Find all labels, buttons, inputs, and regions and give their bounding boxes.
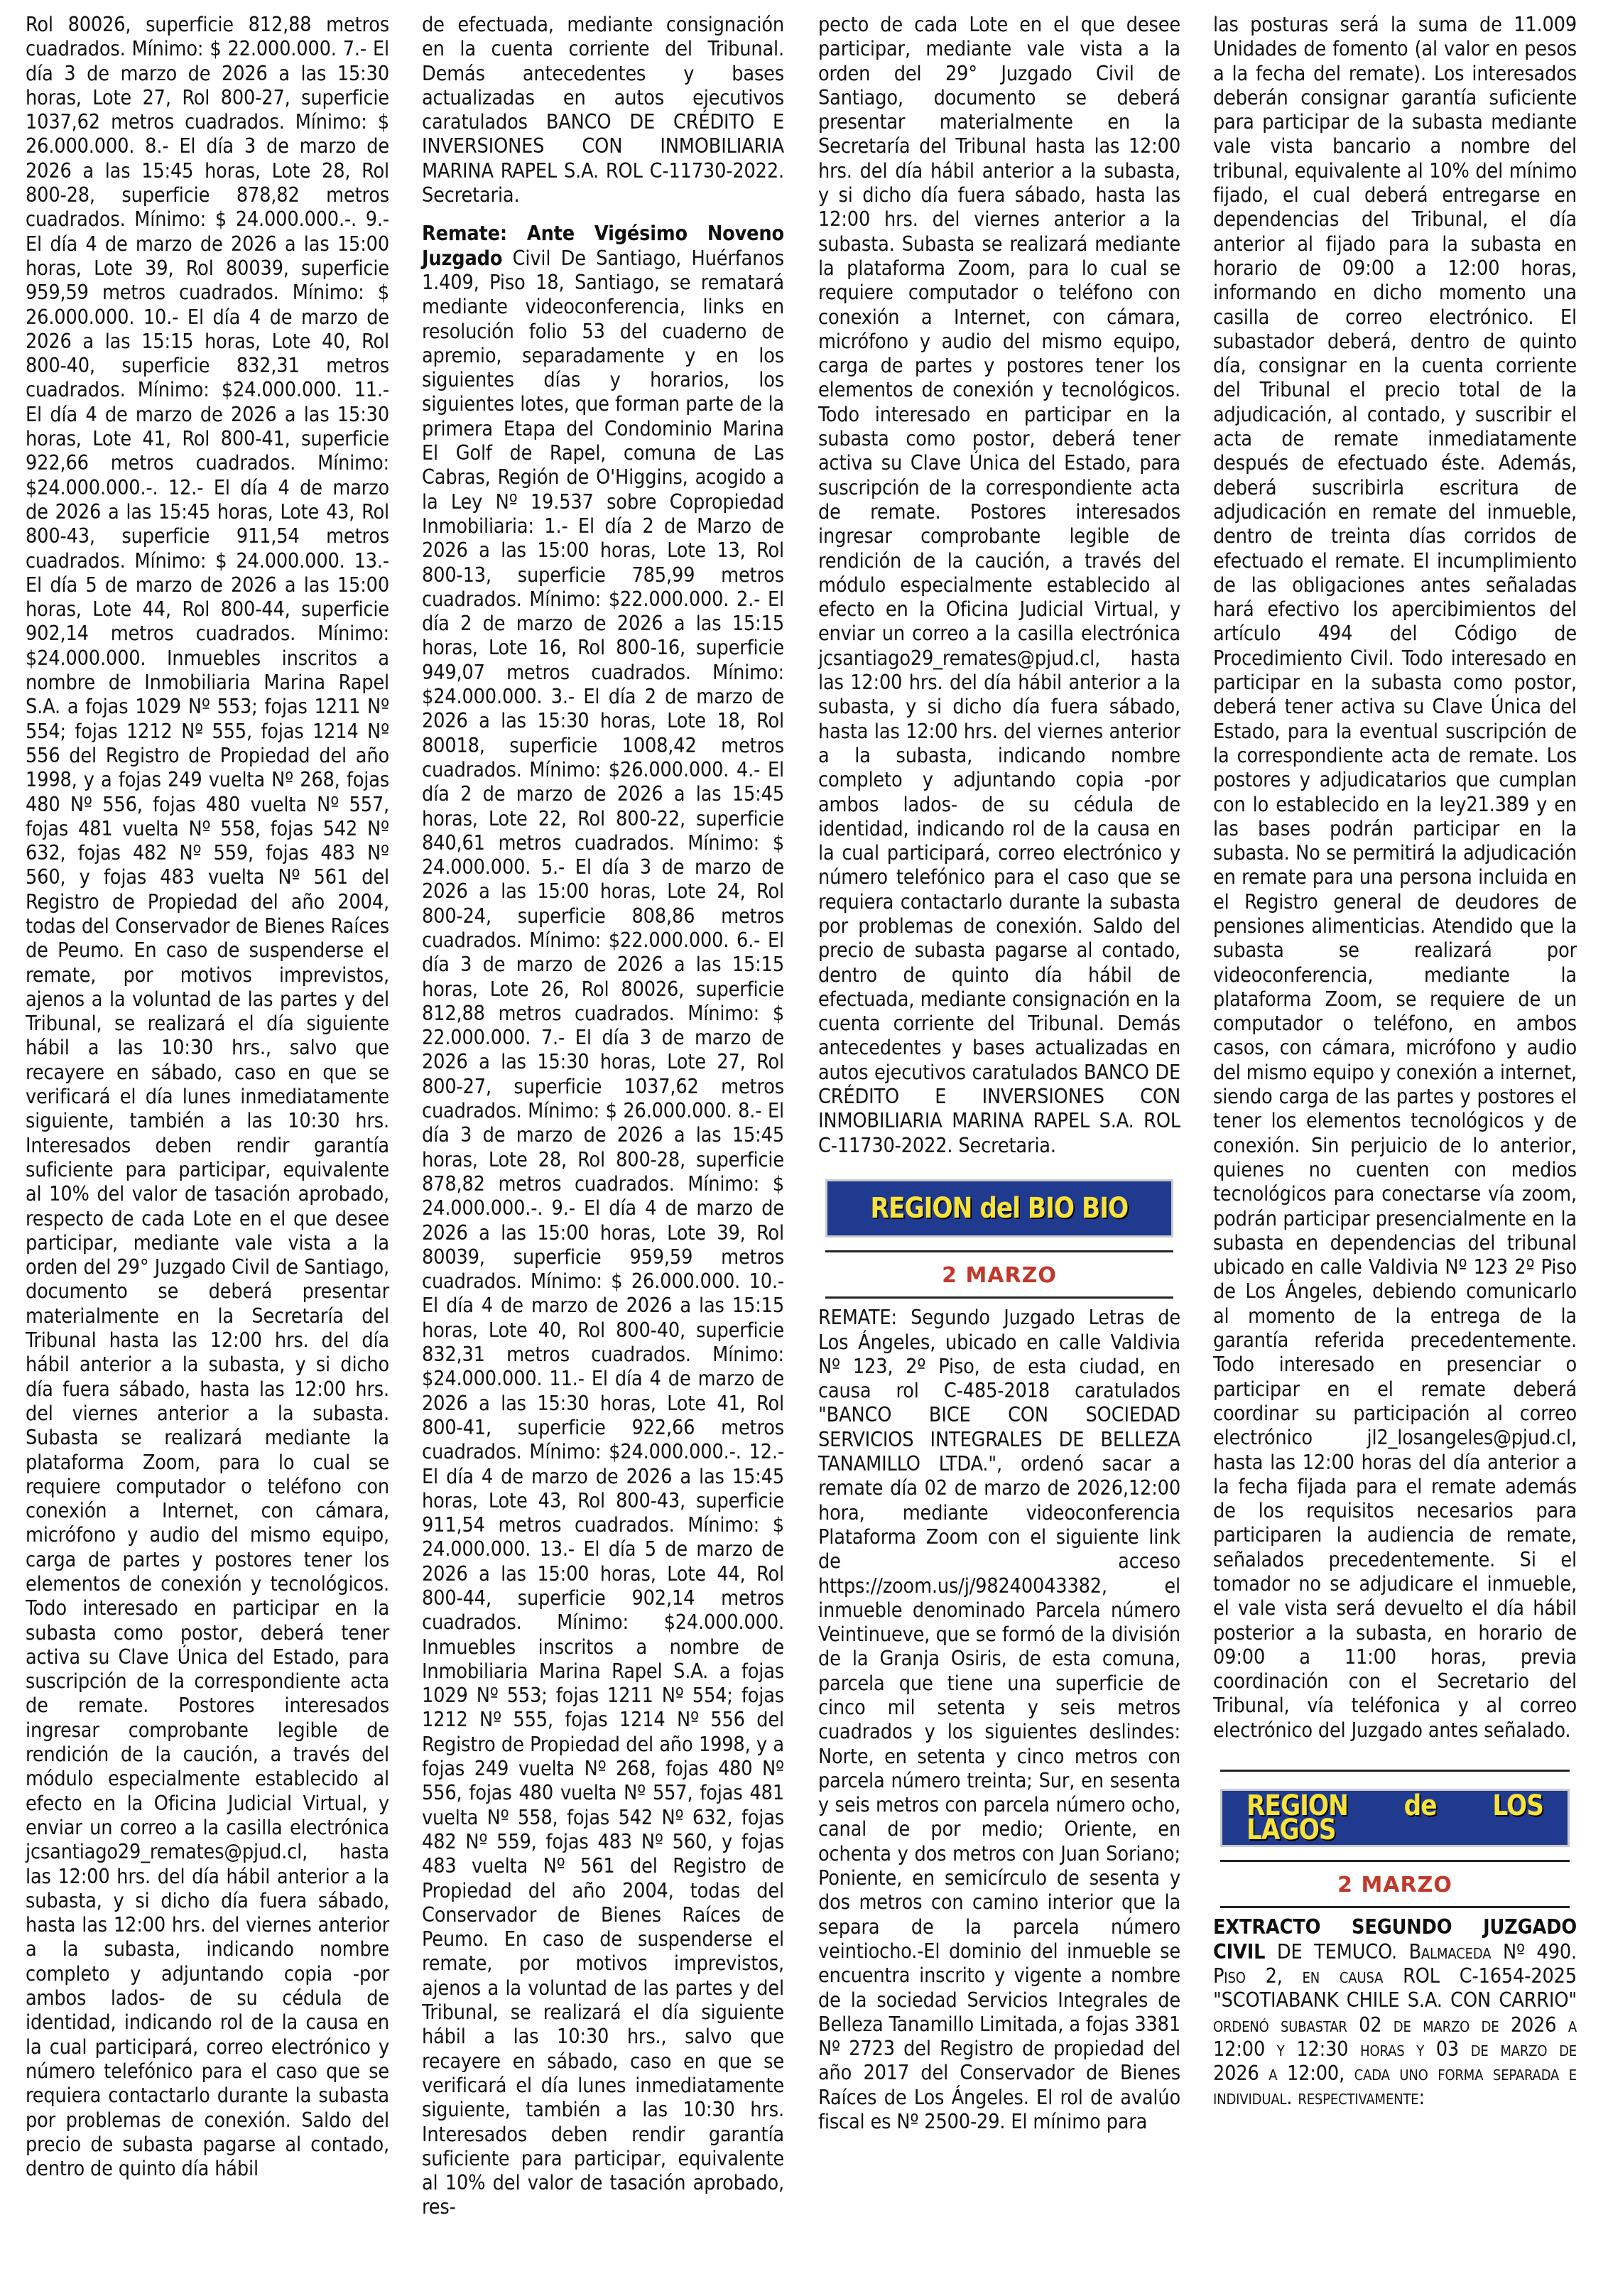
column-2 bbox=[422, 13, 784, 2220]
notice-heading: EXTRACTO SEGUNDO JUZGADO CIVIL bbox=[1213, 1915, 1577, 1964]
auction-notice-tail: de efectuada, mediante consignación en la cuenta corriente del Tribunal. Demás antecedentes y bases actualizadas en autos ejecutivos caratulados BANCO DE CRÉDITO E INVERSIONES CON INMOBILIARIA MARINA RAPEL S.A. ROL C-11730-2022. Secretaria. bbox=[422, 13, 784, 207]
auction-notice-continued: Rol 80026, superficie 812,88 metros cuadrados. Mínimo: $ 22.000.000. 7.- El día 3 de marzo de 2026 a las 15:30 horas, Lote 27, Rol 800-27, superficie 1037,62 metros cuadrados. Mínimo: $ 26.000.000. 8.- El día 3 de marzo de 2026 a las 15:45 horas, Lote 28, Rol 800-28, superficie 878,82 metros cuadrados. Mínimo: $ 24.000.000.-. 9.- El día 4 de marzo de 2026 a las 15:00 horas, Lote 39, Rol 80039, superficie 959,59 metros cuadrados. Mínimo: $ 26.000.000. 10.- El día 4 de marzo de 2026 a las 15:15 horas, Lote 40, Rol 800-40, superficie 832,31 metros cuadrados. Mínimo: $24.000.000. 11.- El día 4 de marzo de 2026 a las 15:30 horas, Lote 41, Rol 800-41, superficie 922,66 metros cuadrados. Mínimo: $24.000.000.-. 12.- El día 4 de marzo de 2026 a las 15:45 horas, Lote 43, Rol 800-43, superficie 911,54 metros cuadrados. Mínimo: $ 24.000.000. 13.- El día 5 de marzo de 2026 a las 15:00 horas, Lote 44, Rol 800-44, superficie 902,14 metros cuadrados. Mínimo: $24.000.000. Inmuebles inscritos a nombre de Inmobiliaria Marina Rapel S.A. a fojas 1029 Nº 553; fojas 1211 Nº 554; fojas 1212 Nº 555, fojas 1214 Nº 556 del Registro de Propiedad del año 1998, y a fojas 249 vuelta Nº 268, fojas 480 Nº 556, fojas 480 vuelta Nº 557, fojas 481 vuelta Nº 558, fojas 542 Nº 632, fojas 482 Nº 559, fojas 483 Nº 560, y fojas 483 vuelta Nº 561 del Registro de Propiedad del año 2004, todas del Conservador de Bienes Raíces de Peumo. En caso de suspenderse el remate, por motivos imprevistos, ajenos a la voluntad de las partes y del Tribunal, se realizará el día siguiente hábil a las 10:30 hrs., salvo que recayere en sábado, caso en que se verificará el día lunes inmediatamente siguiente, también a las 10:30 hrs. Interesados deben rendir garantía suficiente para participar, equivalente al 10% del valor de tasación aprobado, respecto de cada Lote en el que desee participar, mediante vale vista a la orden del 29° Juzgado Civil de Santiago, documento se deberá presentar materialmente en la Secretaría del Tribunal hasta las 12:00 hrs. del día hábil anterior a la subasta, y si dicho día fuera sábado, hasta las 12:00 hrs. del viernes anterior a la subasta. Subasta se realizará mediante la plataforma Zoom, para lo cual se requiere computador o teléfono con conexión a Internet, con cámara, micrófono y audio del mismo equipo, carga de partes y postores tener los elementos de conexión y tecnológicos. Todo interesado en participar en la subasta como postor, deberá tener activa su Clave Única del Estado, para suscripción de la correspondiente acta de remate. Postores interesados ingresar comprobante legible de rendición de la caución, a través del módulo especialmente establecido al efecto en la Oficina Judicial Virtual, y enviar un correo a la casilla electrónica jcsantiago29_remates@pjud.cl, hasta las 12:00 hrs. del día hábil anterior a la subasta, y si dicho día fuera sábado, hasta las 12:00 hrs. del viernes anterior a la subasta, indicando nombre completo y adjuntando copia -por ambos lados- de su cédula de identidad, indicando rol de la causa en la cual participará, correo electrónico y número telefónico para el caso que se requiera contactarlo durante la subasta por problemas de conexión. Saldo del precio de subasta pagarse al contado, dentro de quinto día hábil bbox=[26, 13, 389, 2181]
auction-notice-continued: las posturas será la suma de 11.009 Unidades de fomento (al valor en pesos a la fecha del remate). Los interesados deberán consignar garantía suficiente para participar de la subasta mediante vale vista bancario a nombre del tribunal, equivalente al 10% del mínimo fijado, el cual deberá entregarse en dependencias del Tribunal, el día anterior al fijado para la subasta en horario de 09:00 a 12:00 horas, informando en dicho momento una casilla de correo electrónico. El subastador deberá, dentro de quinto día, consignar en la cuenta corriente del Tribunal el precio total de la adjudicación, al contado, y suscribir el acta de remate inmediatamente después de efectuado éste. Además, deberá suscribirla escritura de adjudicación en remate del inmueble, dentro de treinta días corridos de efectuado el remate. El incumplimiento de las obligaciones antes señaladas hará efectivo los apercibimientos del artículo 494 del Código de Procedimiento Civil. Todo interesado en participar en la subasta como postor, deberá tener activa su Clave Única del Estado, para la eventual suscripción de la correspondiente acta de remate. Los postores y adjudicatarios que cumplan con lo establecido en la Iey21.389 y en las bases podrán participar en la subasta. No se permitirá la adjudicación en remate para una persona incluida en el Registro general de deudores de pensiones alimenticias. Atendido que la subasta se realizará por videoconferencia, mediante la plataforma Zoom, se requiere de un computador o teléfono, en ambos casos, con cámara, micrófono y audio del mismo equipo y conexión a internet, siendo carga de las partes y postores el tener los elementos tecnológicos y de conexión. Sin perjuicio de lo anterior, quienes no cuenten con medios tecnológicos para conectarse vía zoom, podrán participar presencialmente en la subasta en dependencias del tribunal ubicado en calle Valdivia Nº 123 2º Piso de Los Ángeles, debiendo comunicarlo al momento de la entrega de la garantía referida precedentemente. Todo interesado en presenciar o participar en el remate deberá coordinar su participación al correo electrónico jl2_losangeles@pjud.cl, hasta las 12:00 horas del día anterior a la fecha fijada para el remate además de los requisitos necesarios para participaren la audiencia de remate, señalados precedentemente. Si el tomador no se adjudicare el inmueble, el vale vista será devuelto el día hábil posterior a la subasta, en horario de 09:00 a 11:00 horas, previa coordinación con el Secretario del Tribunal, vía teléfonica y al correo electrónico del Juzgado antes señalado. bbox=[1213, 13, 1577, 1742]
region-banner bbox=[1220, 1789, 1570, 1847]
column-4 bbox=[1213, 13, 1577, 2111]
region-header-los-lagos bbox=[1213, 1789, 1577, 1908]
region-title: REGION de LOS LAGOS bbox=[1246, 1789, 1543, 1847]
auction-notice: REMATE: Segundo Juzgado Letras de Los Ángeles, ubicado en calle Valdivia Nº 123, 2º Piso, de esta ciudad, en causa rol C-485-2018 caratulados "BANCO BICE CON SOCIEDAD SERVICIOS INTEGRALES DE BELLEZA TANAMILLO LTDA.", ordenó sacar a remate día 02 de marzo de 2026,12:00 hora, mediante videoconferencia Plataforma Zoom con el siguiente link de acceso https://zoom.us/j/98240043382, el inmueble denominado Parcela número Veintinueve, que se formó de la división de la Granja Osiris, de esta comuna, parcela que tiene una superficie de cinco mil setenta y seis metros cuadrados y los siguientes deslindes: Norte, en setenta y cinco metros con parcela número treinta; Sur, en sesenta y seis metros con parcela número ocho, canal de por medio; Oriente, en ochenta y dos metros con Juan Soriano; Poniente, en semicírculo de sesenta y dos metros con camino interior que la separa de la parcela número veintiocho.-El dominio del inmueble se encuentra inscrito y vigente a nombre de la sociedad Servicios Integrales de Belleza Tanamillo Limitada, a fojas 3381 Nº 2723 del Registro de propiedad del año 2017 del Conservador de Bienes Raíces de Los Ángeles. El rol de avalúo fiscal es Nº 2500-29. El mínimo para bbox=[818, 1306, 1180, 2134]
region-banner bbox=[825, 1179, 1173, 1238]
auction-notice bbox=[1213, 1915, 1577, 2110]
divider bbox=[1220, 1770, 1570, 1772]
notice-body: DE TEMUCO. Balmaceda Nº 490. Piso 2, en causa ROL C-1654-2025 "SCOTIABANK CHILE S.A. CON CARRIO" ordenó subastar 02 de marzo de 2026 a 12:00 y 12:30 horas y 03 de marzo de 2026 a 12:00, cada uno forma separada e individual. respectivamente: bbox=[1213, 1939, 1577, 2110]
section-date: 2 MARZO bbox=[1337, 1873, 1452, 1898]
auction-notice bbox=[422, 222, 784, 2219]
divider bbox=[825, 1296, 1173, 1299]
divider bbox=[1220, 1906, 1570, 1908]
column-1 bbox=[26, 13, 389, 2181]
divider bbox=[1220, 1860, 1570, 1862]
section-date: 2 MARZO bbox=[942, 1262, 1057, 1288]
region-header-bio-bio bbox=[818, 1179, 1180, 1299]
region-title: REGION del BIO BIO bbox=[870, 1191, 1129, 1225]
divider bbox=[825, 1250, 1173, 1252]
notice-heading: Remate: Ante Vigésimo Noveno Juzgado bbox=[422, 222, 784, 270]
auction-notice-continued: pecto de cada Lote en el que desee participar, mediante vale vista a la orden del 29° Juzgado Civil de Santiago, documento se deberá presentar materialmente en la Secretaría del Tribunal hasta las 12:00 hrs. del día hábil anterior a la subasta, y si dicho día fuera sábado, hasta las 12:00 hrs. del viernes anterior a la subasta. Subasta se realizará mediante la plataforma Zoom, para lo cual se requiere computador o teléfono con conexión a Internet, con cámara, micrófono y audio del mismo equipo, carga de partes y postores tener los elementos de conexión y tecnológicos. Todo interesado en participar en la subasta como postor, deberá tener activa su Clave Única del Estado, para suscripción de la correspondiente acta de remate. Postores interesados ingresar comprobante legible de rendición de la caución, a través del módulo especialmente establecido al efecto en la Oficina Judicial Virtual, y enviar un correo a la casilla electrónica jcsantiago29_remates@pjud.cl, hasta las 12:00 hrs. del día hábil anterior a la subasta, y si dicho día fuera sábado, hasta las 12:00 hrs. del viernes anterior a la subasta, indicando nombre completo y adjuntando copia -por ambos lados- de su cédula de identidad, indicando rol de la causa en la cual participará, correo electrónico y número telefónico para el caso que se requiera contactarlo durante la subasta por problemas de conexión. Saldo del precio de subasta pagarse al contado, dentro de quinto día hábil de efectuada, mediante consignación en la cuenta corriente del Tribunal. Demás antecedentes y bases actualizadas en autos ejecutivos caratulados BANCO DE CRÉDITO E INVERSIONES CON INMOBILIARIA MARINA RAPEL S.A. ROL C-11730-2022. Secretaria. bbox=[818, 13, 1180, 1157]
column-3 bbox=[818, 13, 1180, 2134]
notice-body: Civil De Santiago, Huérfanos 1.409, Piso 18, Santiago, se rematará mediante videoconferencia, links en resolución folio 53 del cuaderno de apremio, separadamente y en los siguientes días y horarios, los siguientes lotes, que forman parte de la primera Etapa del Condominio Marina El Golf de Rapel, comuna de Las Cabras, Región de O'Higgins, acogido a la Ley Nº 19.537 sobre Copropiedad Inmobiliaria: 1.- El día 2 de Marzo de 2026 a las 15:00 horas, Lote 13, Rol 800-13, superficie 785,99 metros cuadrados. Mínimo: $22.000.000. 2.- El día 2 de marzo de 2026 a las 15:15 horas, Lote 16, Rol 800-16, superficie 949,07 metros cuadrados. Mínimo: $24.000.000. 3.- El día 2 de marzo de 2026 a las 15:30 horas, Lote 18, Rol 80018, superficie 1008,42 metros cuadrados. Mínimo: $26.000.000. 4.- El día 2 de marzo de 2026 a las 15:45 horas, Lote 22, Rol 800-22, superficie 840,61 metros cuadrados. Mínimo: $ 24.000.000. 5.- El día 3 de marzo de 2026 a las 15:00 horas, Lote 24, Rol 800-24, superficie 808,86 metros cuadrados. Mínimo: $22.000.000. 6.- El día 3 de marzo de 2026 a las 15:15 horas, Lote 26, Rol 80026, superficie 812,88 metros cuadrados. Mínimo: $ 22.000.000. 7.- El día 3 de marzo de 2026 a las 15:30 horas, Lote 27, Rol 800-27, superficie 1037,62 metros cuadrados. Mínimo: $ 26.000.000. 8.- El día 3 de marzo de 2026 a las 15:45 horas, Lote 28, Rol 800-28, superficie 878,82 metros cuadrados. Mínimo: $ 24.000.000.-. 9.- El día 4 de marzo de 2026 a las 15:00 horas, Lote 39, Rol 80039, superficie 959,59 metros cuadrados. Mínimo: $ 26.000.000. 10.- El día 4 de marzo de 2026 a las 15:15 horas, Lote 40, Rol 800-40, superficie 832,31 metros cuadrados. Mínimo: $24.000.000. 11.- El día 4 de marzo de 2026 a las 15:30 horas, Lote 41, Rol 800-41, superficie 922,66 metros cuadrados. Mínimo: $24.000.000.-. 12.- El día 4 de marzo de 2026 a las 15:45 horas, Lote 43, Rol 800-43, superficie 911,54 metros cuadrados. Mínimo: $ 24.000.000. 13.- El día 5 de marzo de 2026 a las 15:00 horas, Lote 44, Rol 800-44, superficie 902,14 metros cuadrados. Mínimo: $24.000.000. Inmuebles inscritos a nombre de Inmobiliaria Marina Rapel S.A. a fojas 1029 Nº 553; fojas 1211 Nº 554; fojas 1212 Nº 555, fojas 1214 Nº 556 del Registro de Propiedad del año 1998, y a fojas 249 vuelta Nº 268, fojas 480 Nº 556, fojas 480 vuelta Nº 557, fojas 481 vuelta Nº 558, fojas 542 Nº 632, fojas 482 Nº 559, fojas 483 Nº 560, y fojas 483 vuelta Nº 561 del Registro de Propiedad del año 2004, todas del Conservador de Bienes Raíces de Peumo. En caso de suspenderse el remate, por motivos imprevistos, ajenos a la voluntad de las partes y del Tribunal, se realizará el día siguiente hábil a las 10:30 hrs., salvo que recayere en sábado, caso en que se verificará el día lunes inmediatamente siguiente, también a las 10:30 hrs. Interesados deben rendir garantía suficiente para participar, equivalente al 10% del valor de tasación aprobado, res- bbox=[422, 246, 784, 2219]
